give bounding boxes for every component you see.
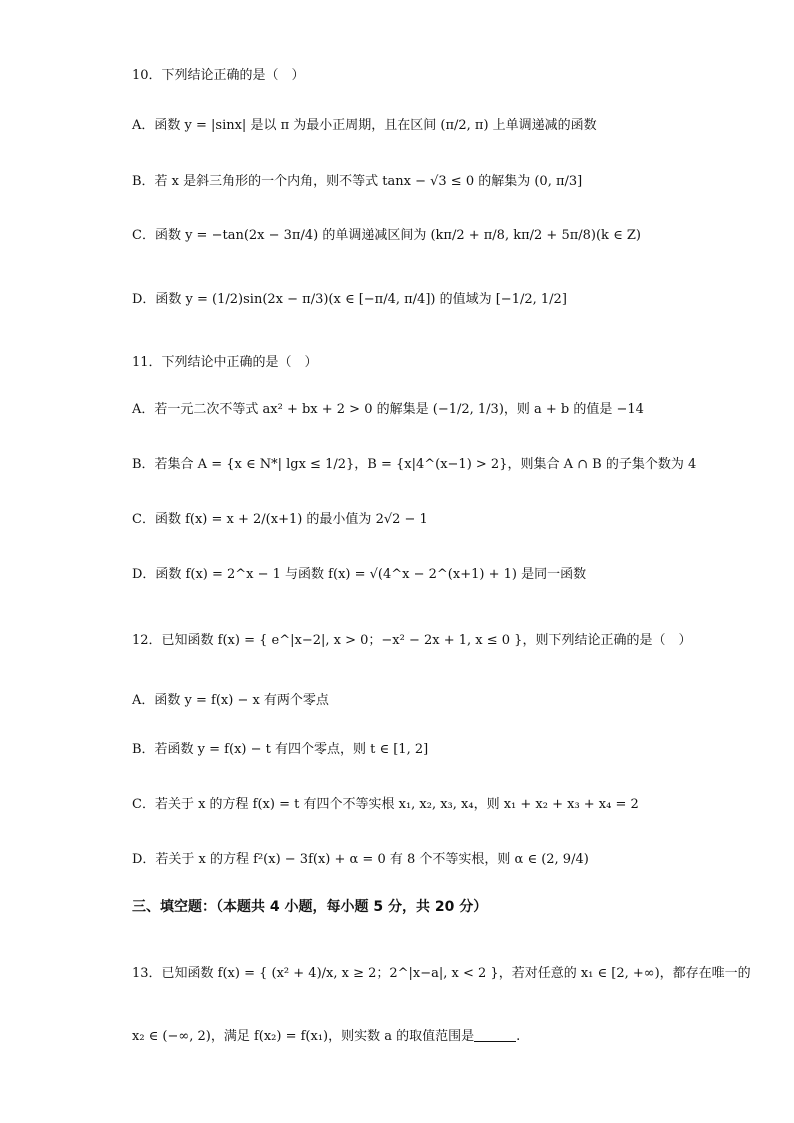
question-12-option-a: A．函数 y = f(x) − x 有两个零点: [132, 693, 329, 708]
question-13-line-2-end: .: [516, 1029, 521, 1044]
question-10-option-c: C．函数 y = −tan(2x − 3π/4) 的单调递减区间为 (kπ/2 + π/8, kπ/2 + 5π/8)(k ∈ Z): [132, 228, 641, 243]
section-heading: 三、填空题：（本题共 4 小题，每小题 5 分，共 20 分）: [132, 899, 488, 915]
question-11-option-c: C．函数 f(x) = x + 2/(x+1) 的最小值为 2√2 − 1: [132, 512, 428, 527]
question-10-stem: 10．下列结论正确的是（ ）: [132, 68, 305, 83]
question-11-option-b: B．若集合 A = {x ∈ N*| lgx ≤ 1/2}，B = {x|4^(x−1) > 2}，则集合 A ∩ B 的子集个数为 4: [132, 457, 697, 472]
question-12-option-c: C．若关于 x 的方程 f(x) = t 有四个不等实根 x₁, x₂, x₃, x₄，则 x₁ + x₂ + x₃ + x₄ = 2: [132, 797, 639, 812]
question-11-option-a: A．若一元二次不等式 ax² + bx + 2 > 0 的解集是 (−1/2, 1/3)，则 a + b 的值是 −14: [132, 402, 644, 417]
answer-blank[interactable]: [474, 1029, 516, 1042]
question-13-line-2: [132, 1028, 520, 1046]
question-11-stem: 11．下列结论中正确的是（ ）: [132, 355, 318, 370]
question-13-line-1: 13．已知函数 f(x) = { (x² + 4)/x, x ≥ 2；2^|x−a|, x < 2 }，若对任意的 x₁ ∈ [2, +∞)，都存在唯一的: [132, 966, 751, 981]
question-12-option-b: B．若函数 y = f(x) − t 有四个零点，则 t ∈ [1, 2]: [132, 742, 429, 757]
question-13-line-2-text: x₂ ∈ (−∞, 2)，满足 f(x₂) = f(x₁)，则实数 a 的取值范围是: [132, 1029, 475, 1044]
question-10-option-d: D．函数 y = (1/2)sin(2x − π/3)(x ∈ [−π/4, π/4]) 的值域为 [−1/2, 1/2]: [132, 292, 567, 307]
question-10-option-a: A．函数 y = |sinx| 是以 π 为最小正周期，且在区间 (π/2, π) 上单调递减的函数: [132, 118, 597, 133]
question-12-stem: 12．已知函数 f(x) = { e^|x−2|, x > 0；−x² − 2x + 1, x ≤ 0 }，则下列结论正确的是（ ）: [132, 633, 692, 648]
question-11-option-d: D．函数 f(x) = 2^x − 1 与函数 f(x) = √(4^x − 2^(x+1) + 1) 是同一函数: [132, 567, 587, 582]
question-10-option-b: B．若 x 是斜三角形的一个内角，则不等式 tanx − √3 ≤ 0 的解集为 (0, π/3]: [132, 174, 583, 189]
question-12-option-d: D．若关于 x 的方程 f²(x) − 3f(x) + α = 0 有 8 个不等实根，则 α ∈ (2, 9/4): [132, 852, 589, 867]
